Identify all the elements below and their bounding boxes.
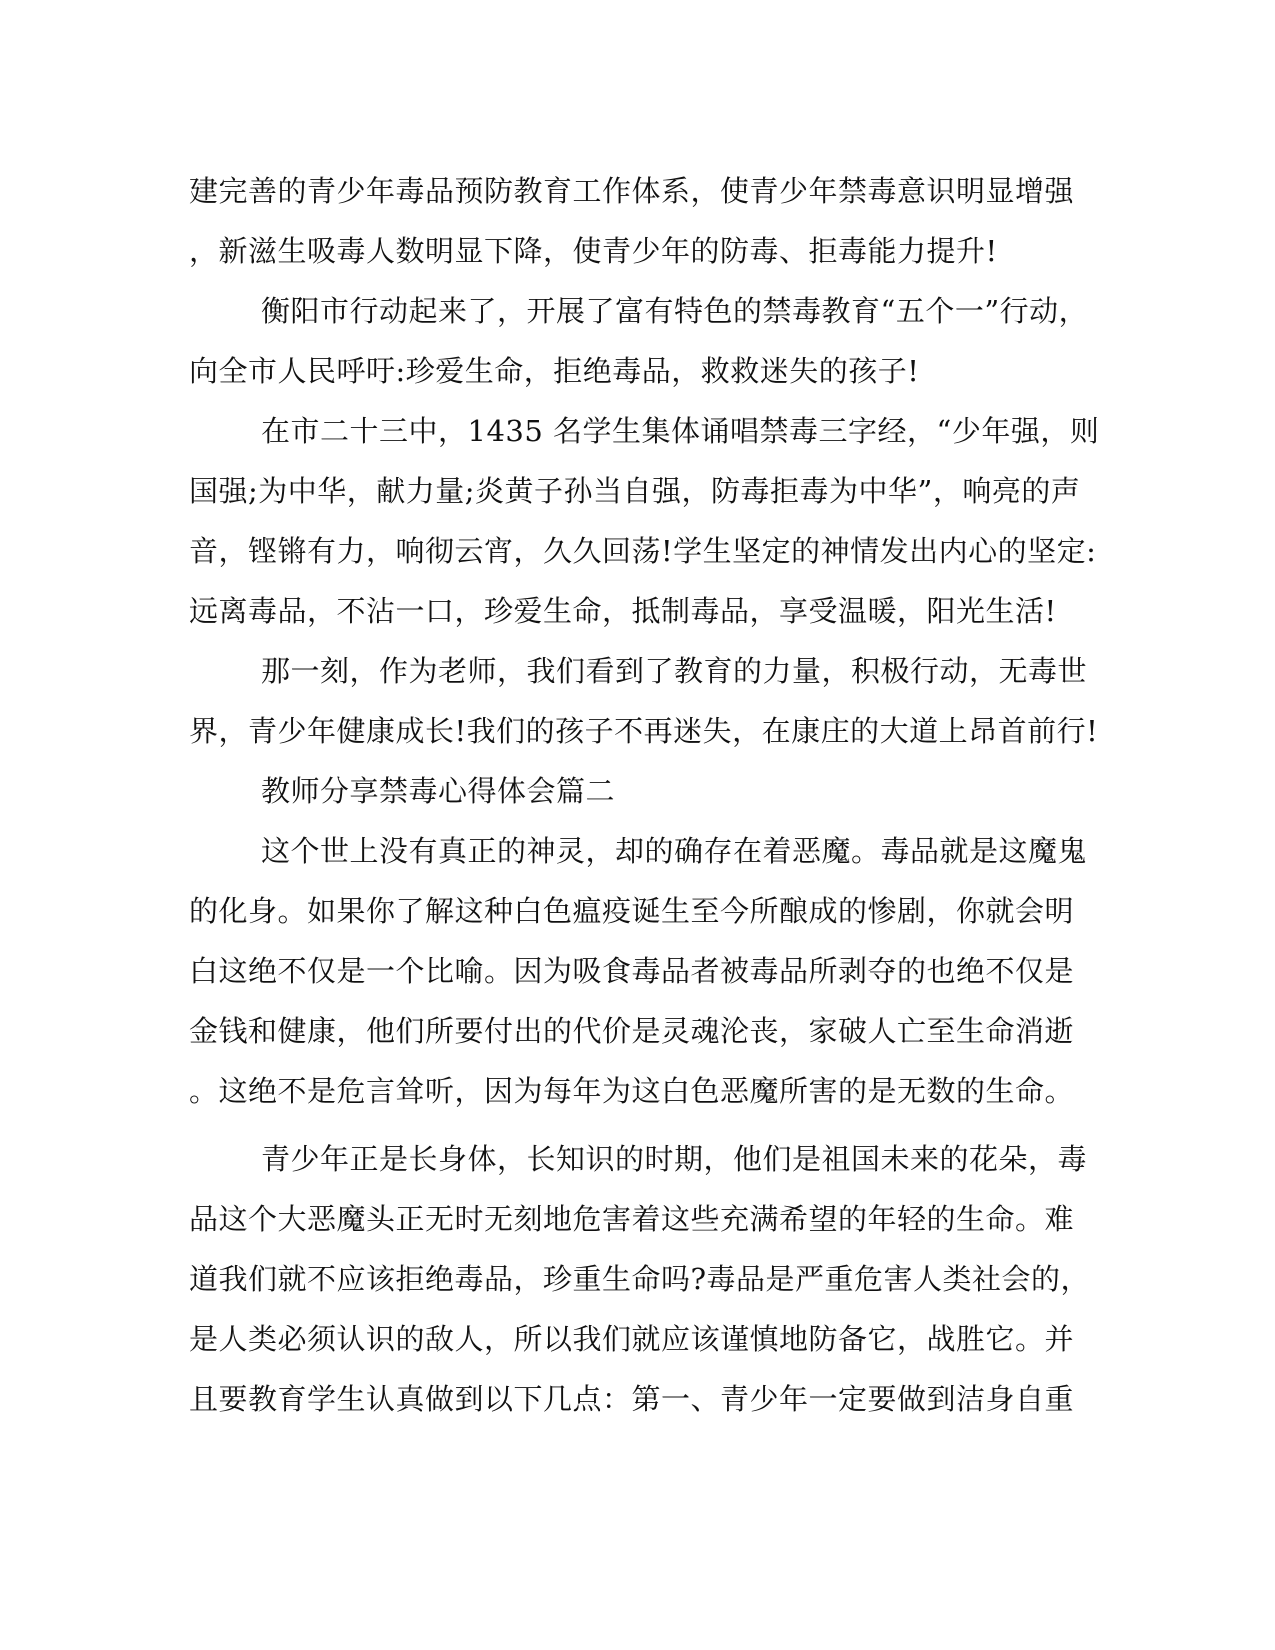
text-line: 是人类必须认识的敌人，所以我们就应该谨慎地防备它，战胜它。并 <box>189 1322 1075 1356</box>
text-line: 那一刻，作为老师，我们看到了教育的力量，积极行动，无毒世 <box>261 654 1088 688</box>
text-line: 且要教育学生认真做到以下几点：第一、青少年一定要做到洁身自重 <box>189 1382 1075 1416</box>
text-line: 这个世上没有真正的神灵，却的确存在着恶魔。毒品就是这魔鬼 <box>261 834 1088 868</box>
document-body <box>189 161 1100 1429</box>
text-line: 音，铿锵有力，响彻云宵，久久回荡!学生坚定的神情发出内心的坚定: <box>189 534 1097 568</box>
section-heading: 教师分享禁毒心得体会篇二 <box>261 774 616 808</box>
text-line: 界，青少年健康成长!我们的孩子不再迷失，在康庄的大道上昂首前行! <box>189 714 1099 748</box>
text-line: 国强;为中华，献力量;炎黄子孙当自强，防毒拒毒为中华”，响亮的声 <box>189 474 1081 508</box>
text-line: 青少年正是长身体，长知识的时期，他们是祖国未来的花朵，毒 <box>261 1142 1088 1176</box>
text-line: 向全市人民呼吁:珍爱生命，拒绝毒品，救救迷失的孩子! <box>189 354 920 388</box>
text-line: 衡阳市行动起来了，开展了富有特色的禁毒教育“五个一”行动， <box>261 294 1089 328</box>
text-line: 白这绝不仅是一个比喻。因为吸食毒品者被毒品所剥夺的也绝不仅是 <box>189 954 1075 988</box>
text-line: 建完善的青少年毒品预防教育工作体系，使青少年禁毒意识明显增强 <box>189 174 1075 208</box>
text-line: 的化身。如果你了解这种白色瘟疫诞生至今所酿成的惨剧，你就会明 <box>189 894 1075 928</box>
text-line: 远离毒品，不沾一口，珍爱生命，抵制毒品，享受温暖，阳光生活! <box>189 594 1057 628</box>
text-line: 道我们就不应该拒绝毒品，珍重生命吗?毒品是严重危害人类社会的， <box>189 1262 1091 1296</box>
text-line: 金钱和健康，他们所要付出的代价是灵魂沦丧，家破人亡至生命消逝 <box>189 1014 1075 1048</box>
text-line: ，新滋生吸毒人数明显下降，使青少年的防毒、拒毒能力提升! <box>189 234 998 268</box>
text-line: 在市二十三中，1435 名学生集体诵唱禁毒三字经，“少年强，则 <box>261 414 1100 448</box>
text-line: 。这绝不是危言耸听，因为每年为这白色恶魔所害的是无数的生命。 <box>189 1074 1075 1108</box>
text-line: 品这个大恶魔头正无时无刻地危害着这些充满希望的年轻的生命。难 <box>189 1202 1075 1236</box>
